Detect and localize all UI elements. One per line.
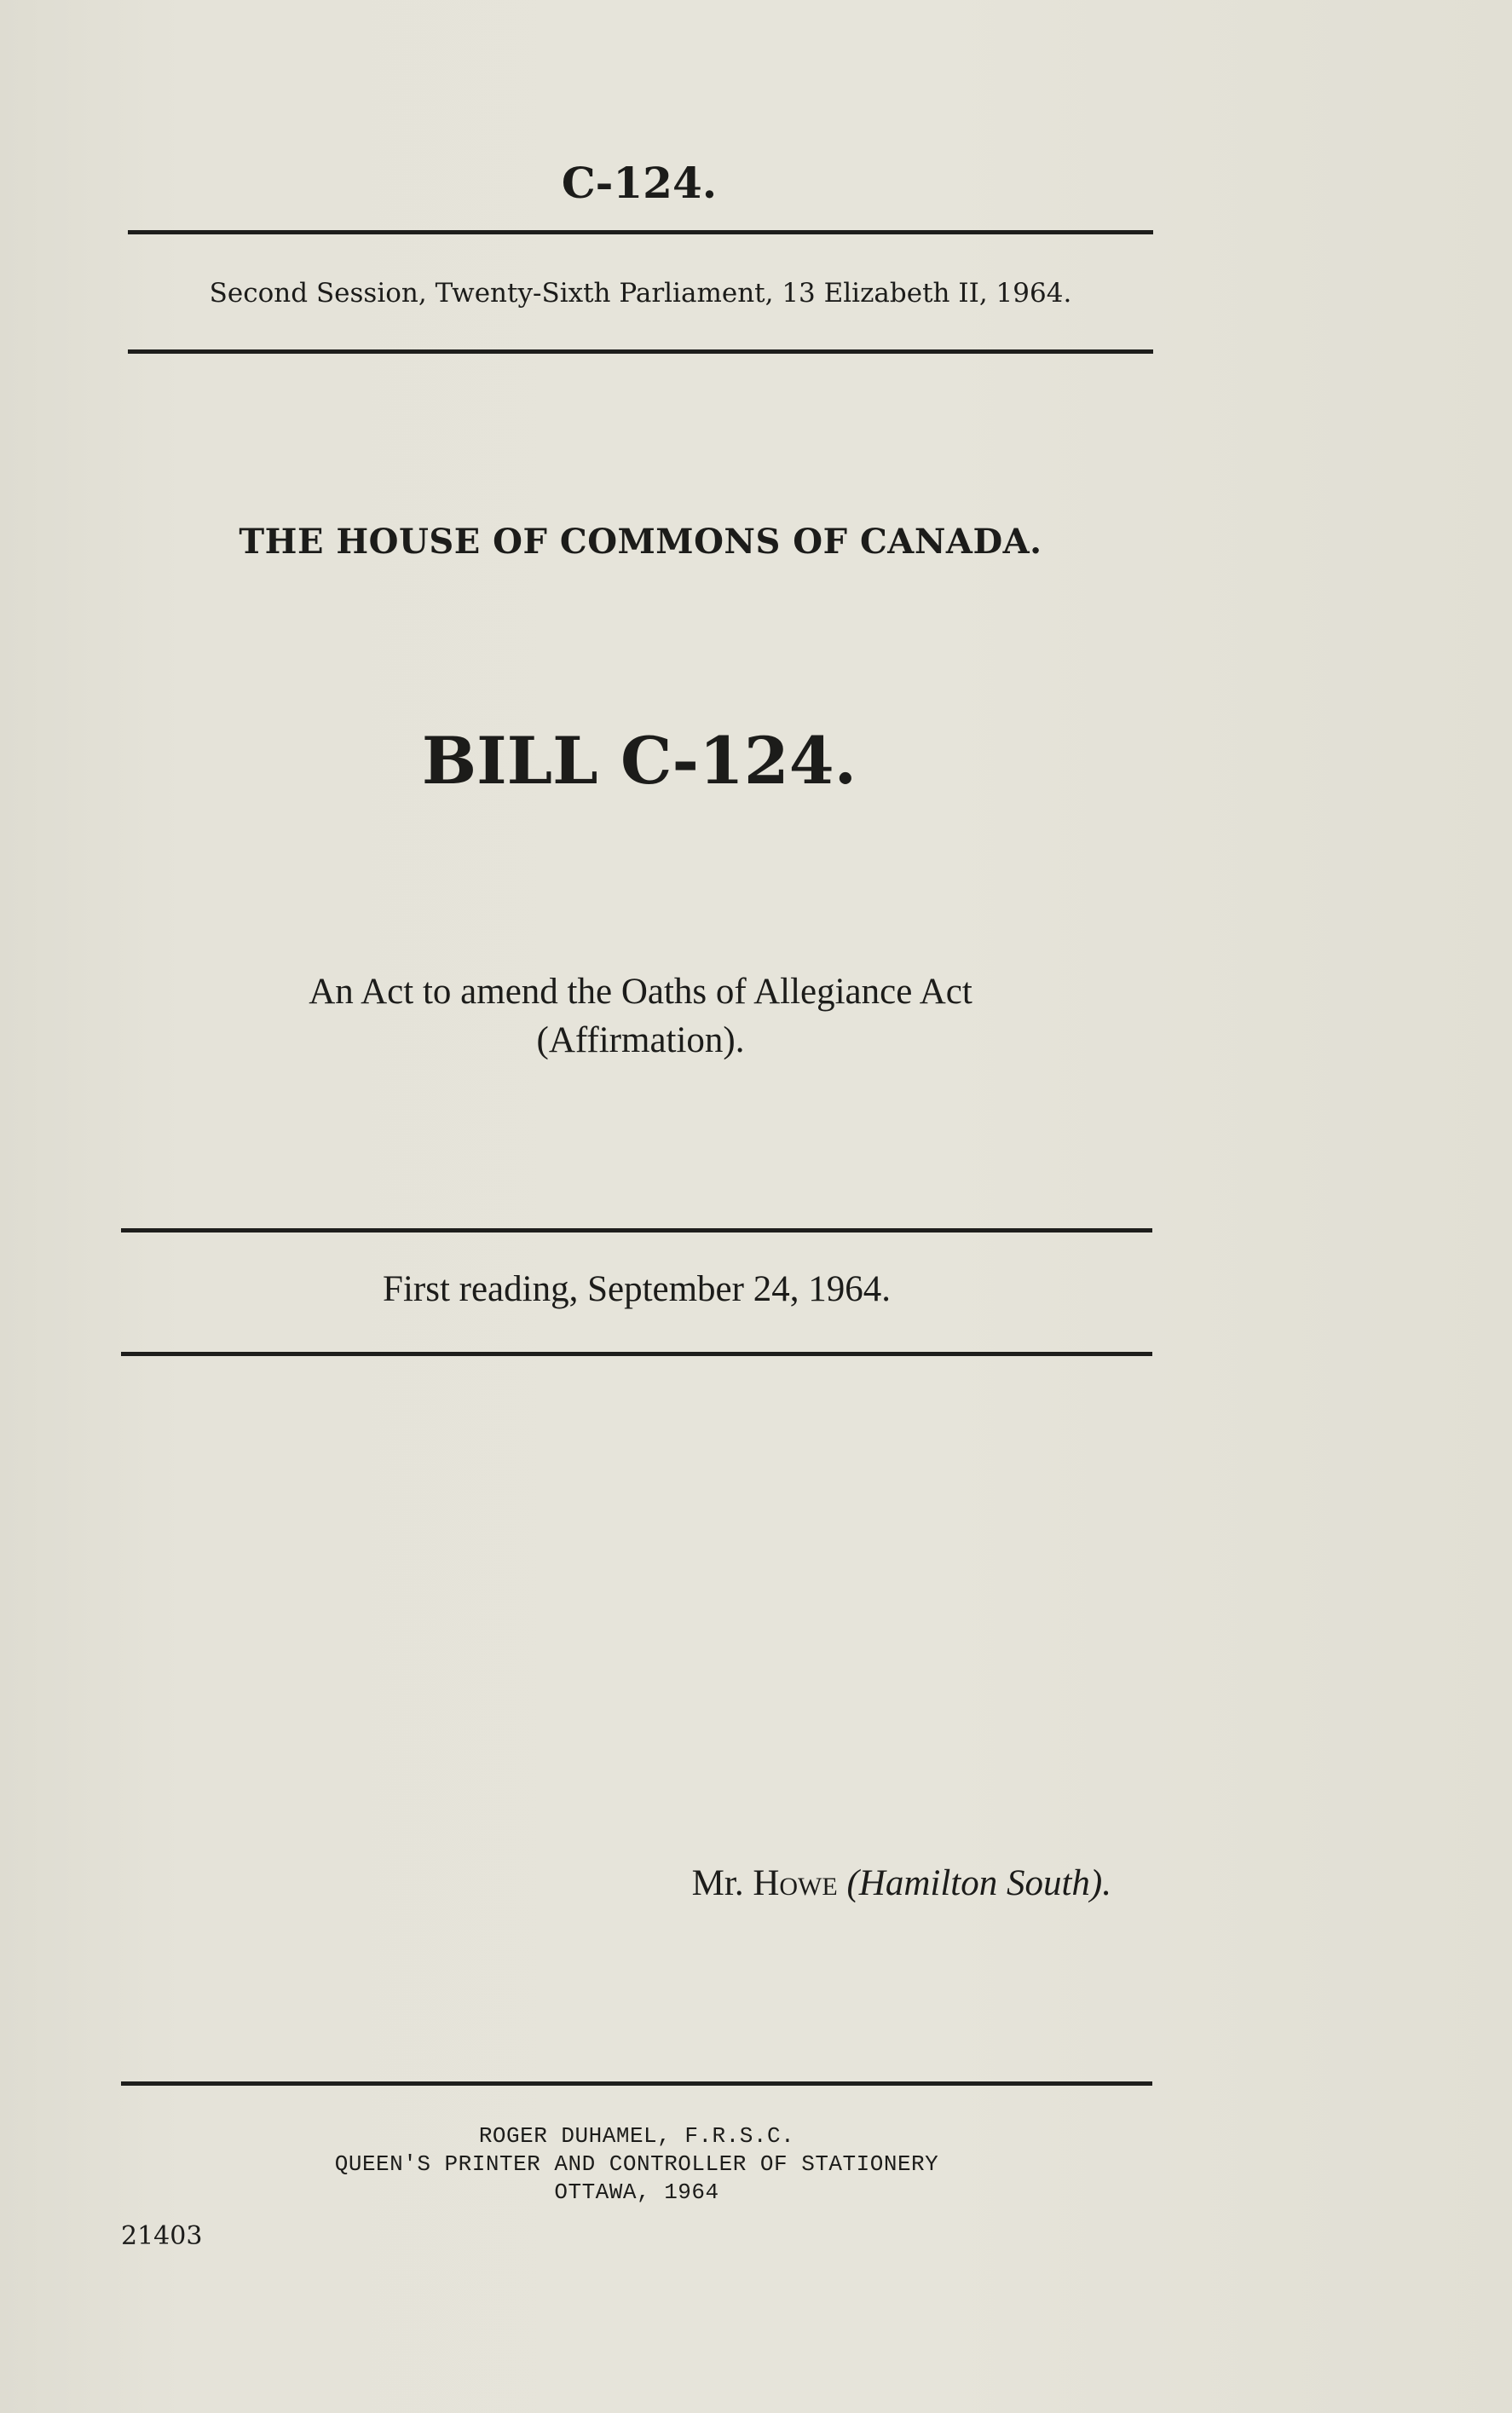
- header-top-rule: [128, 230, 1153, 234]
- reading-bottom-rule: [121, 1352, 1152, 1356]
- bill-title: BILL C-124.: [421, 723, 857, 799]
- printer-line-2: QUEEN'S PRINTER AND CONTROLLER OF STATIONERY: [334, 2151, 939, 2177]
- sponsor-riding: (Hamilton South).: [846, 1863, 1111, 1903]
- printer-line-1: ROGER DUHAMEL, F.R.S.C.: [478, 2123, 795, 2149]
- sponsor-name: Howe: [753, 1863, 838, 1903]
- reading-top-rule: [121, 1228, 1152, 1232]
- document-code: 21403: [121, 2221, 203, 2251]
- house-title: THE HOUSE OF COMMONS OF CANADA.: [239, 522, 1042, 562]
- printer-top-rule: [121, 2081, 1152, 2086]
- first-reading: First reading, September 24, 1964.: [383, 1269, 891, 1309]
- act-title-line-2: (Affirmation).: [536, 1020, 745, 1060]
- header-bottom-rule: [128, 349, 1153, 354]
- printer-line-3: OTTAWA, 1964: [554, 2179, 719, 2205]
- act-title-line-1: An Act to amend the Oaths of Allegiance Act: [309, 972, 972, 1012]
- sponsor-line: [692, 1862, 1111, 1904]
- printer-imprint: [121, 2122, 1152, 2207]
- session-line: Second Session, Twenty-Sixth Parliament, 13 Elizabeth II, 1964.: [209, 278, 1072, 309]
- bill-number-header: C-124.: [561, 158, 718, 208]
- act-title: [128, 967, 1153, 1065]
- sponsor-prefix: Mr.: [691, 1863, 744, 1903]
